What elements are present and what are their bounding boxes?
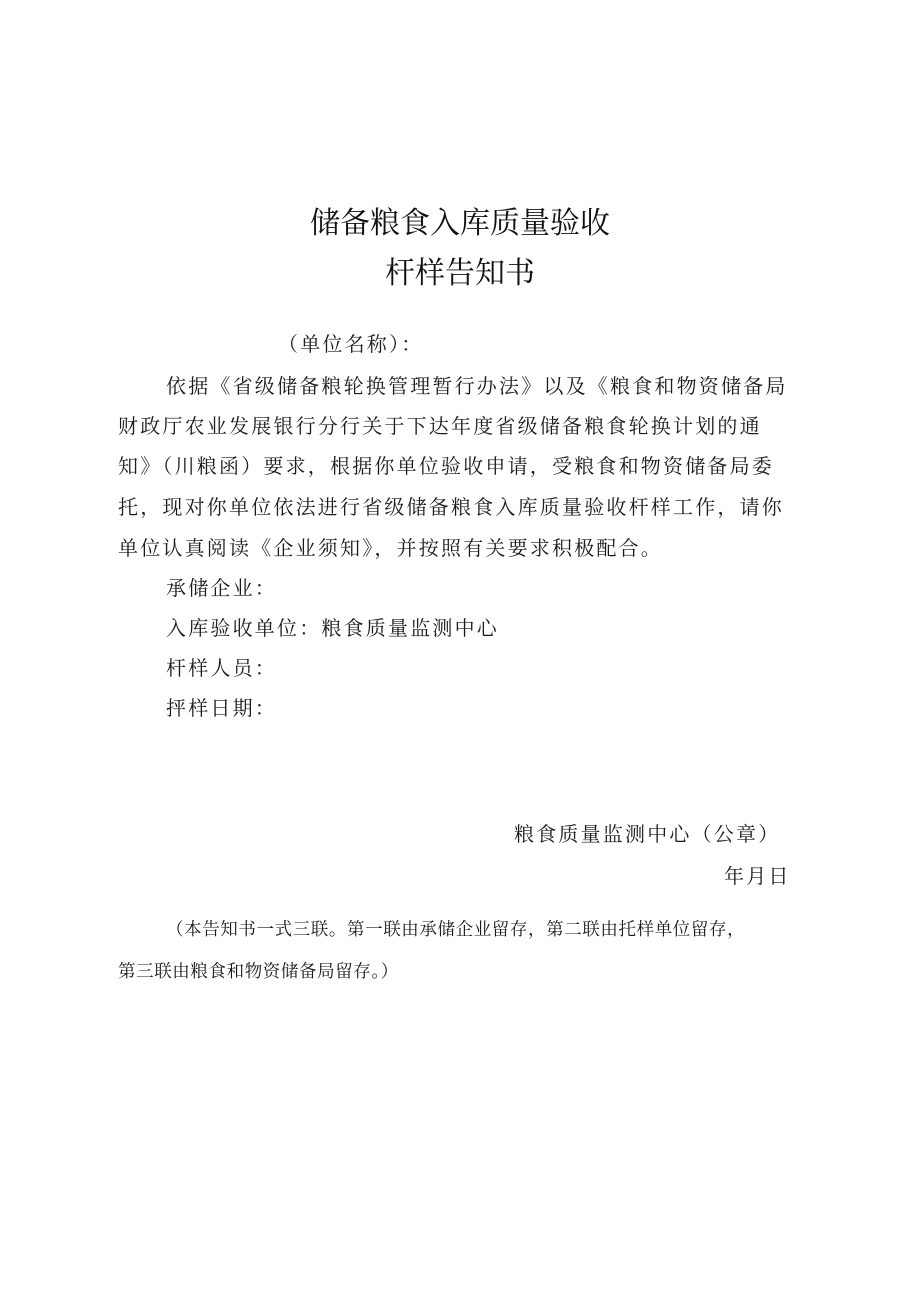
- sampling-staff-field: 杆样人员：: [166, 656, 277, 680]
- footnote-line: （本告知书一式三联。第一联由承储企业留存，第二联由托样单位留存，: [166, 920, 746, 940]
- body-paragraph-line: 托，现对你单位依法进行省级储备粮食入库质量验收杆样工作，请你: [118, 495, 784, 519]
- official-seal-line: 粮食质量监测中心（公章）: [514, 822, 781, 846]
- document-title-line-1: 储备粮食入库质量验收: [310, 206, 610, 241]
- body-paragraph-line: 知》（川粮函）要求，根据你单位验收申请，受粮食和物资储备局委: [118, 454, 774, 478]
- footnote-line: 第三联由粮食和物资储备局留存。）: [118, 962, 399, 982]
- body-paragraph-line: 单位认真阅读《企业须知》，并按照有关要求积极配合。: [118, 536, 663, 560]
- body-paragraph-line: 财政厅农业发展银行分行关于下达年度省级储备粮食轮换计划的通: [118, 414, 762, 438]
- document-title-line-2: 杆样告知书: [385, 256, 535, 291]
- sampling-date-field: 抨样日期：: [166, 696, 277, 720]
- body-paragraph-line: 依据《省级储备粮轮换管理暂行办法》以及《粮食和物资储备局: [166, 374, 788, 398]
- storage-enterprise-field: 承储企业：: [166, 576, 277, 600]
- signature-date-line: 年月日: [724, 864, 791, 888]
- acceptance-unit-field: 入库验收单位：粮食质量监测中心: [166, 616, 499, 640]
- addressee-line: （单位名称）：: [278, 332, 424, 356]
